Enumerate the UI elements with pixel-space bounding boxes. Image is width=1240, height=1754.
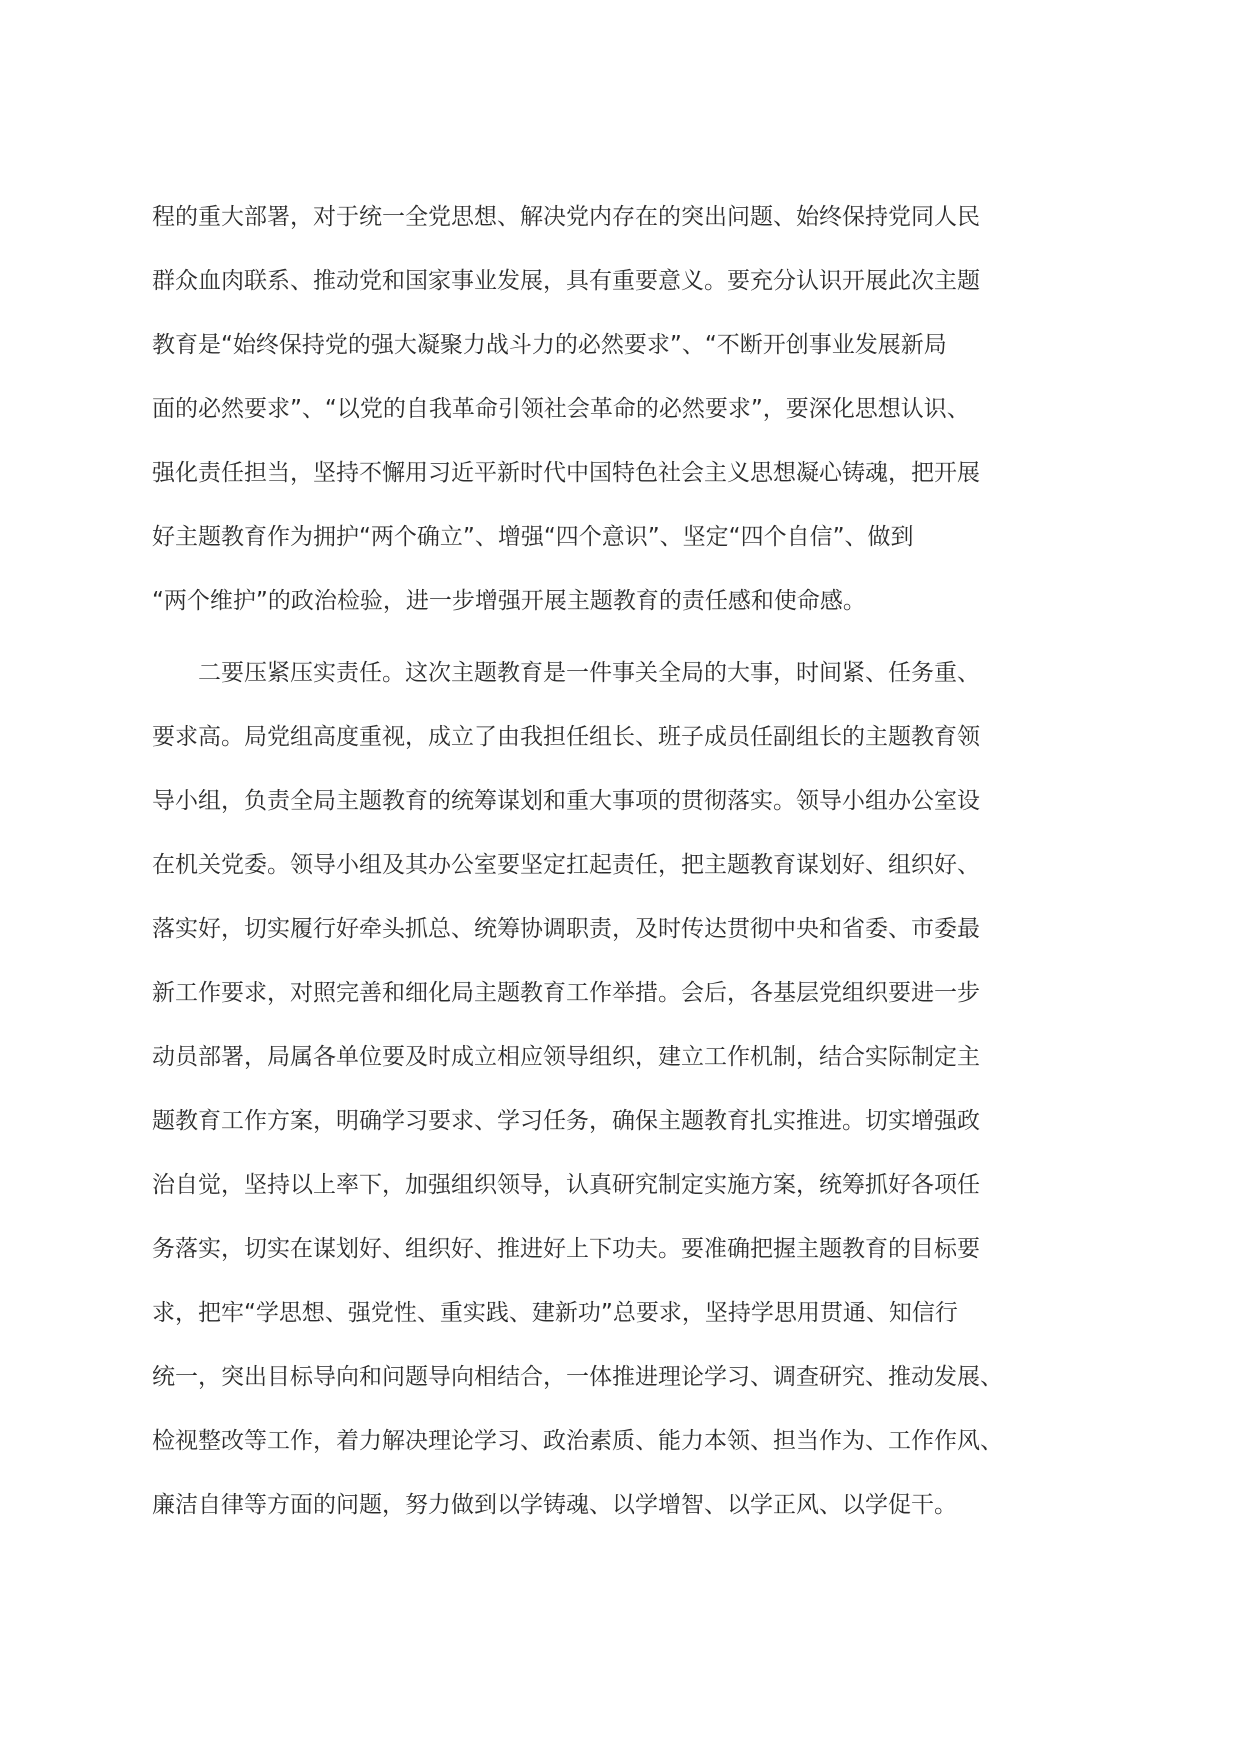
text-line: 动员部署，局属各单位要及时成立相应领导组织，建立工作机制，结合实际制定主	[152, 1044, 980, 1070]
paragraph-1	[152, 185, 1072, 633]
paragraph-2	[152, 641, 1072, 1537]
text-line: 求，把牢“学思想、强党性、重实践、建新功”总要求，坚持学思用贯通、知信行	[152, 1300, 958, 1326]
text-line: 务落实，切实在谋划好、组织好、推进好上下功夫。要准确把握主题教育的目标要	[152, 1236, 980, 1262]
text-line: 统一，突出目标导向和问题导向相结合，一体推进理论学习、调查研究、推动发展、	[152, 1364, 1003, 1390]
text-line: 群众血肉联系、推动党和国家事业发展，具有重要意义。要充分认识开展此次主题	[152, 268, 980, 294]
text-line: 题教育工作方案，明确学习要求、学习任务，确保主题教育扎实推进。切实增强政	[152, 1108, 980, 1134]
text-line: 好主题教育作为拥护“两个确立”、增强“四个意识”、坚定“四个自信”、做到	[152, 524, 914, 550]
text-line: 教育是“始终保持党的强大凝聚力战斗力的必然要求”、“不断开创事业发展新局	[152, 332, 947, 358]
paragraph-gap	[152, 633, 1072, 641]
text-line-first: 二要压紧压实责任。这次主题教育是一件事关全局的大事，时间紧、任务重、	[198, 660, 980, 686]
text-line: 导小组，负责全局主题教育的统筹谋划和重大事项的贯彻落实。领导小组办公室设	[152, 788, 980, 814]
text-line: 廉洁自律等方面的问题，努力做到以学铸魂、以学增智、以学正风、以学促干。	[152, 1492, 957, 1518]
text-line: 面的必然要求”、“以党的自我革命引领社会革命的必然要求”，要深化思想认识、	[152, 396, 970, 422]
text-line: 检视整改等工作，着力解决理论学习、政治素质、能力本领、担当作为、工作作风、	[152, 1428, 1003, 1454]
text-line: “两个维护”的政治检验，进一步增强开展主题教育的责任感和使命感。	[152, 588, 866, 614]
text-line: 治自觉，坚持以上率下，加强组织领导，认真研究制定实施方案，统筹抓好各项任	[152, 1172, 980, 1198]
text-line: 程的重大部署，对于统一全党思想、解决党内存在的突出问题、始终保持党同人民	[152, 204, 980, 230]
text-line: 在机关党委。领导小组及其办公室要坚定扛起责任，把主题教育谋划好、组织好、	[152, 852, 980, 878]
text-line: 要求高。局党组高度重视，成立了由我担任组长、班子成员任副组长的主题教育领	[152, 724, 980, 750]
text-line: 新工作要求，对照完善和细化局主题教育工作举措。会后，各基层党组织要进一步	[152, 980, 980, 1006]
text-line: 强化责任担当，坚持不懈用习近平新时代中国特色社会主义思想凝心铸魂，把开展	[152, 460, 980, 486]
document-body	[152, 185, 1072, 1537]
text-line: 落实好，切实履行好牵头抓总、统筹协调职责，及时传达贯彻中央和省委、市委最	[152, 916, 980, 942]
